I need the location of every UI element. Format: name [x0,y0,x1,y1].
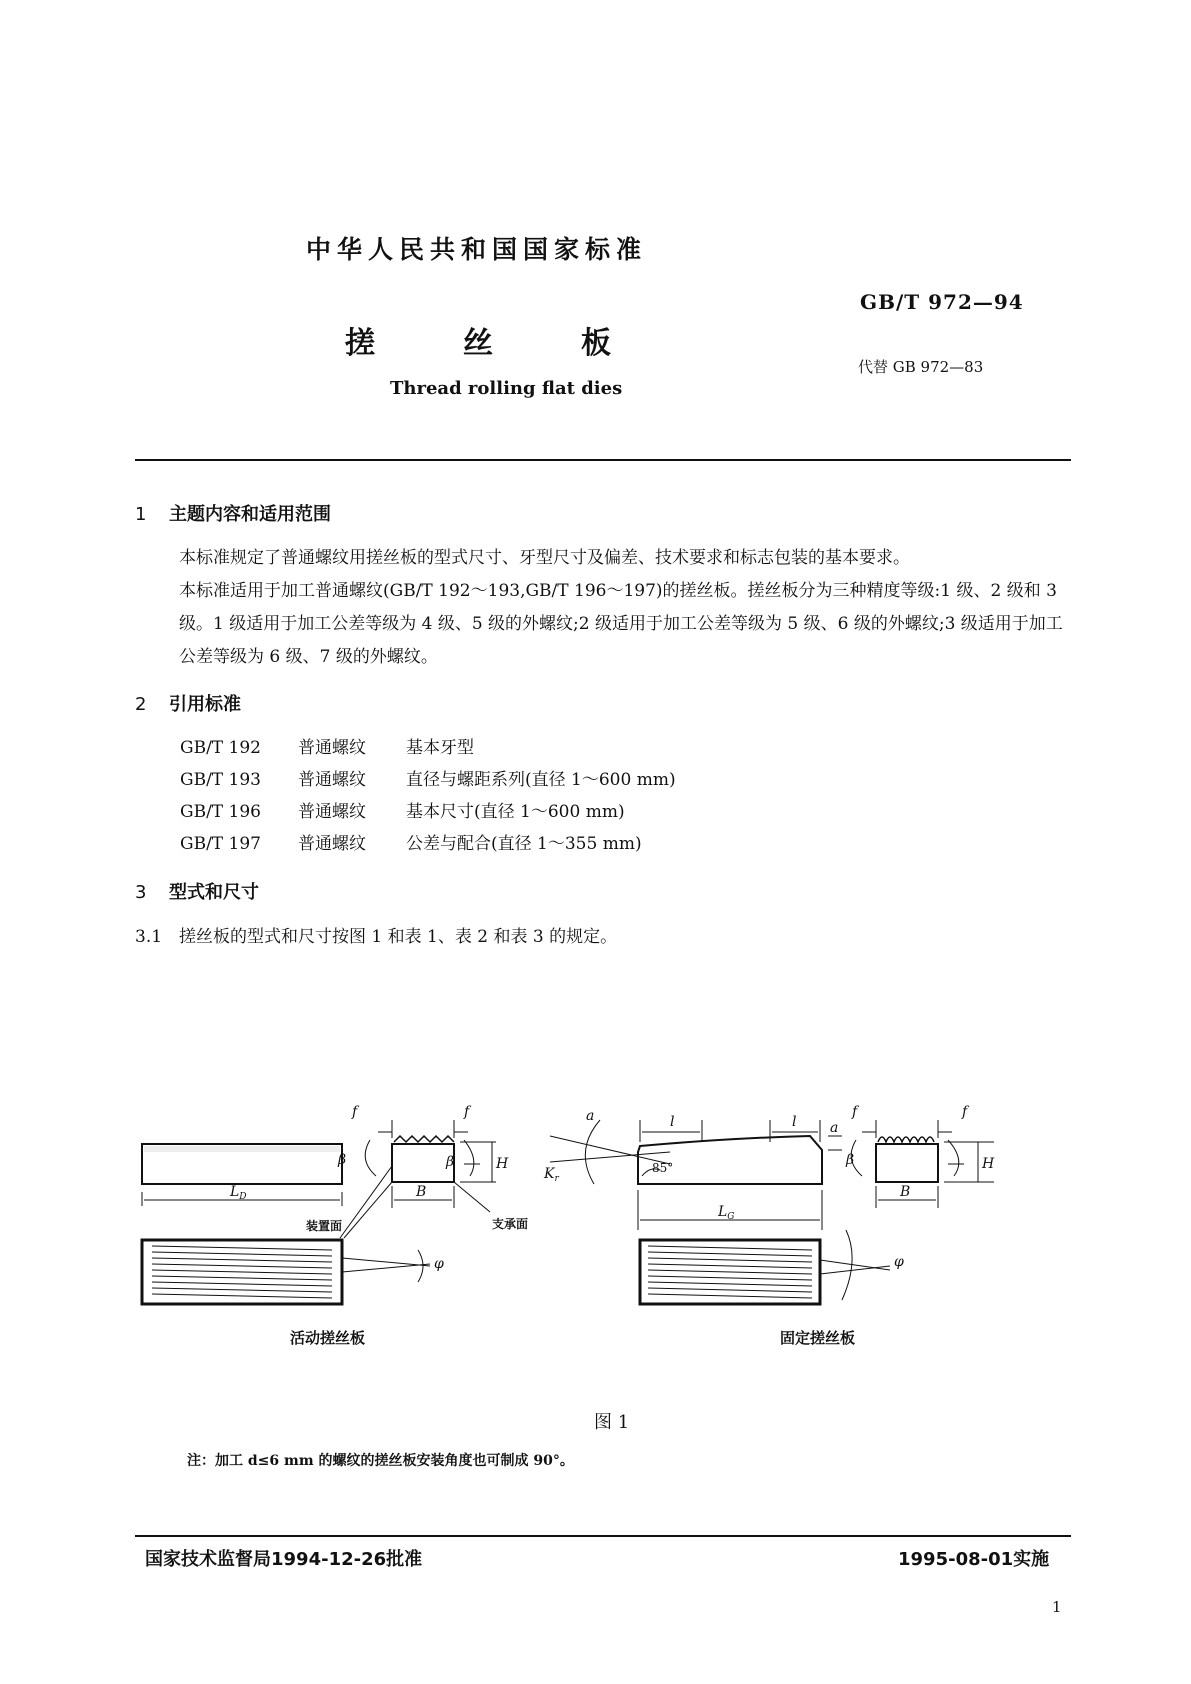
normative-references-list [180,732,676,860]
figure-number: 图 1 [594,1412,630,1433]
l-label-1: l [670,1114,675,1130]
bearing-face-label: 支承面 [492,1217,529,1231]
phi-label-2: φ [894,1254,904,1270]
footer-rule [135,1535,1071,1537]
section-3-heading [135,878,259,904]
section-number: 1 [135,504,147,525]
clause-text: 搓丝板的型式和尺寸按图 1 和表 1、表 2 和表 3 的规定。 [179,927,618,947]
moving-die-caption: 活动搓丝板 [290,1329,366,1347]
figure-note: 注：加工 d≤6 mm 的螺纹的搓丝板安装角度也可制成 90°。 [187,1453,574,1469]
a-label-2: a [830,1120,839,1136]
ref-name: 普通螺纹 [298,834,366,854]
lg-label: $L_G$ [718,1204,735,1222]
f-label-4: f [962,1104,968,1120]
page-number: 1 [1052,1598,1062,1616]
beta-label-3: β [846,1152,855,1168]
reference-row [180,828,676,860]
ld-label: $L_D$ [230,1184,247,1202]
ref-name: 普通螺纹 [298,802,366,822]
ref-code: GB/T 192 [180,738,261,758]
reference-row [180,796,676,828]
section-1-paragraph-2 [135,575,1075,674]
paragraph-text: 本标准适用于加工普通螺纹(GB/T 192～193,GB/T 196～197)的搓丝板。搓丝板分为三种精度等级:1 级、2 级和 3 级。1 级适用于加工公差等级为 4 级、5 级的外螺纹;2 级适用于加工公差等级为 5 级、6 级的外螺纹;3 级适用于加工公差等级为 6 级、7 级的外螺纹。 [179,581,1063,667]
english-title: Thread rolling flat dies [390,378,623,399]
section-1-paragraph-1 [135,542,1075,575]
f-label-1: f [352,1104,358,1120]
ref-name: 普通螺纹 [298,738,366,758]
fixed-die-caption: 固定搓丝板 [780,1329,856,1347]
b-label-1: B [416,1184,427,1200]
fixed-die-side-view [638,1136,822,1184]
section-number: 2 [135,694,147,715]
b-label-2: B [900,1184,911,1200]
document-title [345,318,699,362]
moving-die-section [392,1144,454,1182]
h-label-2: H [982,1156,995,1172]
ref-code: GB/T 196 [180,802,261,822]
ref-desc: 公差与配合(直径 1～355 mm) [406,834,642,854]
phi-label-1: φ [434,1256,444,1272]
figure-1-drawing [130,1080,1090,1380]
section-heading-text: 主题内容和适用范围 [169,504,331,525]
paragraph-text: 本标准规定了普通螺纹用搓丝板的型式尺寸、牙型尺寸及偏差、技术要求和标志包装的基本要求。 [179,548,910,568]
section-1-heading [135,500,331,526]
kr-label: $K_r$ [544,1166,559,1184]
title-char-3: 板 [581,326,611,361]
section-number: 3 [135,882,147,903]
standard-number: GB/T 972—94 [860,290,1024,314]
ref-code: GB/T 193 [180,770,261,790]
h-label-1: H [496,1156,509,1172]
ref-desc: 直径与螺距系列(直径 1～600 mm) [406,770,676,790]
ref-desc: 基本牙型 [406,738,474,758]
mounting-face-label: 装置面 [306,1219,343,1233]
clause-3-1 [135,922,617,947]
l-label-2: l [792,1114,797,1130]
ref-name: 普通螺纹 [298,770,366,790]
clause-number: 3.1 [135,927,163,947]
title-char-2: 丝 [463,326,493,361]
replaces-note: 代替 GB 972—83 [858,358,984,376]
section-heading-text: 引用标准 [169,694,241,715]
section-heading-text: 型式和尺寸 [169,882,259,903]
reference-row [180,732,676,764]
beta-label-2: β [446,1154,455,1170]
a-label-1: a [586,1108,595,1124]
ref-code: GB/T 197 [180,834,261,854]
approval-info: 国家技术监督局1994-12-26批准 [145,1549,423,1570]
section-2-heading [135,690,241,716]
reference-row [180,764,676,796]
fixed-die-section [876,1144,938,1182]
title-char-1: 搓 [345,326,375,361]
ref-desc: 基本尺寸(直径 1～600 mm) [406,802,625,822]
header-rule [135,459,1071,461]
implementation-date: 1995-08-01实施 [898,1549,1050,1570]
f-label-2: f [464,1104,470,1120]
beta-label-1: β [338,1152,347,1168]
f-label-3: f [852,1104,858,1120]
angle-85-label: 85° [652,1161,674,1175]
national-standard-title: 中华人民共和国国家标准 [306,235,648,264]
